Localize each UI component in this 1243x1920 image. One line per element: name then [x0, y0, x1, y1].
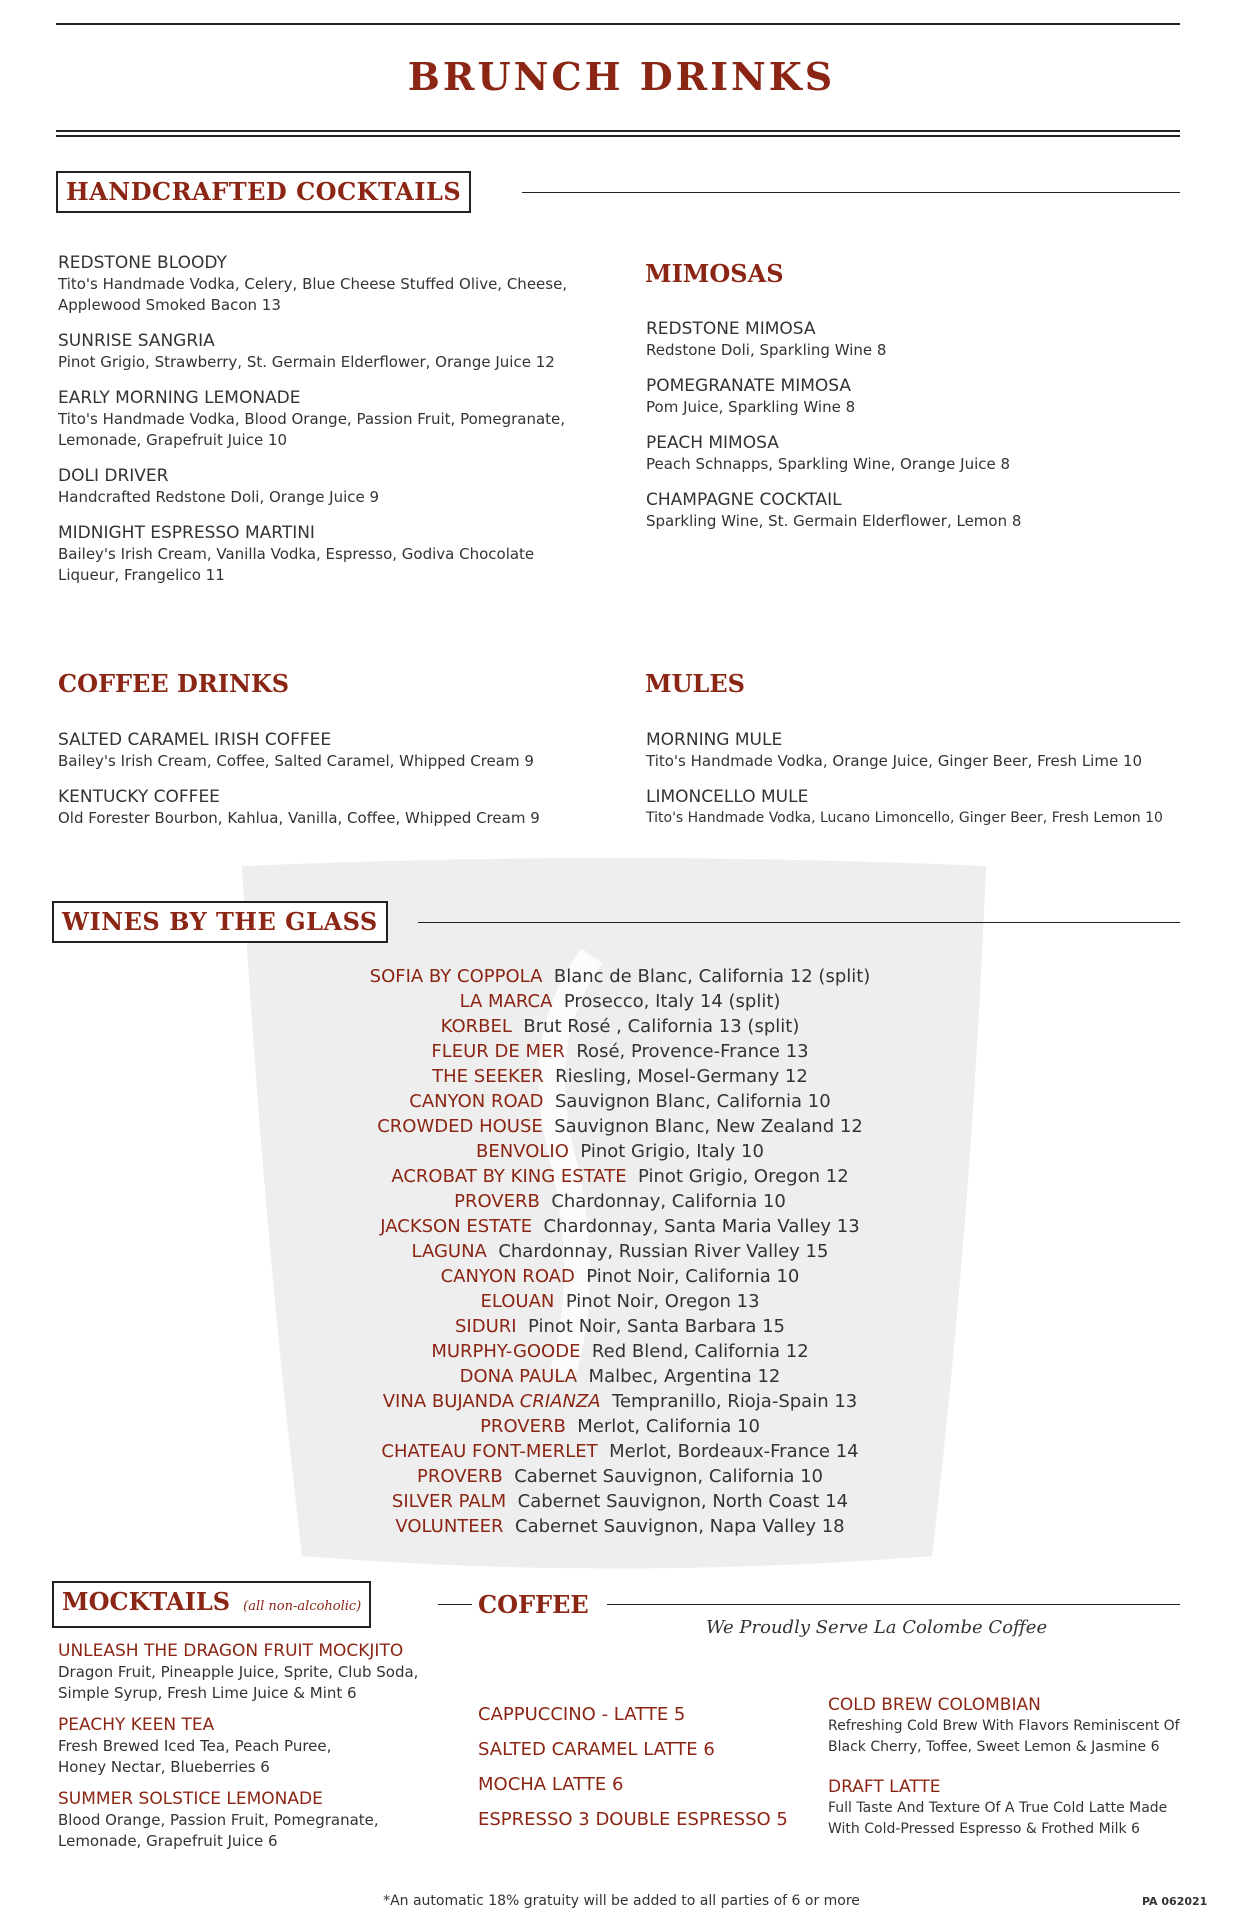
mules-heading: MULES	[645, 669, 745, 698]
coffee-specials	[828, 1694, 1228, 1854]
wines-heading: WINES BY THE GLASS	[52, 901, 388, 943]
page-title: BRUNCH DRINKS	[407, 54, 836, 99]
wine-desc: Pinot Noir, Oregon 13	[565, 1291, 760, 1312]
item-desc: Applewood Smoked Bacon 13	[58, 296, 281, 314]
wine-desc: Merlot, California 10	[577, 1416, 760, 1437]
wine-name: PROVERB	[417, 1466, 503, 1487]
wine-name: ELOUAN	[480, 1291, 555, 1312]
list-item	[58, 1640, 478, 1704]
wine-name: VINA BUJANDA	[382, 1391, 515, 1412]
wine-name: FLEUR DE MER	[431, 1041, 565, 1062]
wine-desc: Malbec, Argentina 12	[588, 1366, 781, 1387]
item-desc: Tito's Handmade Vodka, Celery, Blue Cheese Stuffed Olive, Cheese,	[58, 275, 568, 293]
wine-row	[230, 1414, 1010, 1439]
wine-desc: Blanc de Blanc, California 12 (split)	[553, 966, 871, 987]
item-desc: Simple Syrup, Fresh Lime Juice & Mint 6	[58, 1684, 357, 1702]
wine-name: VOLUNTEER	[395, 1516, 504, 1537]
mocktails-rule	[438, 1604, 472, 1605]
wine-name-italic: CRIANZA	[519, 1391, 601, 1412]
item-desc: With Cold-Pressed Espresso & Frothed Milk 6	[828, 1821, 1140, 1837]
item-name: REDSTONE BLOODY	[58, 253, 227, 273]
item-desc: Lemonade, Grapefruit Juice 10	[58, 431, 288, 449]
item-desc: Tito's Handmade Vodka, Orange Juice, Ginger Beer, Fresh Lime 10	[646, 752, 1143, 770]
coffee-heading: COFFEE	[478, 1590, 589, 1619]
wine-name: LA MARCA	[459, 991, 553, 1012]
coffee-heading-rule	[607, 1604, 1180, 1605]
wine-name: ACROBAT BY KING ESTATE	[391, 1166, 627, 1187]
mocktails-heading: MOCKTAILS	[62, 1587, 231, 1616]
wine-row	[230, 1139, 1010, 1164]
wine-name: CANYON ROAD	[440, 1266, 575, 1287]
cocktails-list	[58, 252, 618, 600]
wine-desc: Chardonnay, Russian River Valley 15	[498, 1241, 829, 1262]
gratuity-note: *An automatic 18% gratuity will be added to all parties of 6 or more	[383, 1893, 860, 1909]
item-desc: Lemonade, Grapefruit Juice 6	[58, 1832, 278, 1850]
wine-name: SOFIA BY COPPOLA	[369, 966, 543, 987]
wine-row	[230, 1339, 1010, 1364]
wine-desc: Pinot Noir, Santa Barbara 15	[528, 1316, 785, 1337]
wine-name: BENVOLIO	[476, 1141, 569, 1162]
list-item	[58, 465, 618, 508]
wine-desc: Sauvignon Blanc, New Zealand 12	[554, 1116, 863, 1137]
wine-row	[230, 1514, 1010, 1539]
wines-heading-rule	[418, 922, 1180, 923]
wine-desc: Pinot Noir, California 10	[586, 1266, 800, 1287]
item-name: CHAMPAGNE COCKTAIL	[646, 490, 842, 510]
item-name: LIMONCELLO MULE	[646, 787, 809, 807]
cocktails-heading-rule	[522, 192, 1180, 193]
wine-row	[230, 1164, 1010, 1189]
wine-name: THE SEEKER	[432, 1066, 544, 1087]
list-item	[646, 729, 1226, 772]
list-item	[58, 330, 618, 373]
title-double-rule-1	[56, 130, 1180, 132]
wine-name: JACKSON ESTATE	[380, 1216, 533, 1237]
item-name: UNLEASH THE DRAGON FRUIT MOCKJITO	[58, 1641, 404, 1661]
wine-desc: Pinot Grigio, Italy 10	[580, 1141, 764, 1162]
title-double-rule-2	[56, 135, 1180, 137]
coffee-list	[478, 1703, 808, 1832]
wine-name: DONA PAULA	[459, 1366, 578, 1387]
top-rule	[56, 23, 1180, 25]
wine-name: KORBEL	[440, 1016, 512, 1037]
wine-name: CROWDED HOUSE	[377, 1116, 543, 1137]
wine-row	[230, 1289, 1010, 1314]
coffee-drinks-heading: COFFEE DRINKS	[58, 669, 290, 698]
item-name: PEACHY KEEN TEA	[58, 1715, 215, 1735]
coffee-item: SALTED CARAMEL LATTE 6	[478, 1739, 715, 1760]
coffee-tagline: We Proudly Serve La Colombe Coffee	[706, 1617, 1048, 1638]
item-desc: Liqueur, Frangelico 11	[58, 566, 225, 584]
wine-row	[230, 1439, 1010, 1464]
wine-row	[230, 1214, 1010, 1239]
wine-desc: Cabernet Sauvignon, California 10	[514, 1466, 823, 1487]
wines-list	[230, 964, 1010, 1539]
wine-name: CANYON ROAD	[409, 1091, 544, 1112]
list-item	[58, 387, 618, 451]
mocktails-heading-box	[52, 1581, 371, 1628]
wine-name: MURPHY-GOODE	[431, 1341, 581, 1362]
item-desc: Handcrafted Redstone Doli, Orange Juice 9	[58, 488, 380, 506]
list-item	[646, 432, 1206, 475]
item-name: REDSTONE MIMOSA	[646, 319, 816, 339]
wine-desc: Brut Rosé , California 13 (split)	[523, 1016, 800, 1037]
wine-row	[230, 1089, 1010, 1114]
list-item	[58, 252, 618, 316]
item-desc: Tito's Handmade Vodka, Blood Orange, Passion Fruit, Pomegranate,	[58, 410, 566, 428]
wine-desc: Prosecco, Italy 14 (split)	[563, 991, 781, 1012]
coffee-item: CAPPUCCINO - LATTE 5	[478, 1704, 686, 1725]
mules-list	[646, 729, 1226, 843]
item-desc: Old Forester Bourbon, Kahlua, Vanilla, Coffee, Whipped Cream 9	[58, 809, 540, 827]
wine-desc: Chardonnay, California 10	[551, 1191, 786, 1212]
wine-row	[230, 1314, 1010, 1339]
wine-name: PROVERB	[454, 1191, 540, 1212]
item-name: DOLI DRIVER	[58, 466, 169, 486]
item-desc: Peach Schnapps, Sparkling Wine, Orange Juice 8	[646, 455, 1011, 473]
item-desc: Pom Juice, Sparkling Wine 8	[646, 398, 856, 416]
wine-desc: Cabernet Sauvignon, Napa Valley 18	[515, 1516, 845, 1537]
mocktails-list	[58, 1640, 478, 1862]
list-item	[646, 489, 1206, 532]
cocktails-heading: HANDCRAFTED COCKTAILS	[56, 171, 471, 213]
mimosas-list	[646, 318, 1206, 546]
wine-desc: Chardonnay, Santa Maria Valley 13	[543, 1216, 860, 1237]
wine-name: SILVER PALM	[391, 1491, 507, 1512]
list-item	[58, 522, 618, 586]
wine-desc: Pinot Grigio, Oregon 12	[638, 1166, 849, 1187]
wine-row	[230, 1489, 1010, 1514]
wine-name: SIDURI	[455, 1316, 517, 1337]
item-desc: Fresh Brewed Iced Tea, Peach Puree,	[58, 1737, 332, 1755]
item-desc: Dragon Fruit, Pineapple Juice, Sprite, Club Soda,	[58, 1663, 419, 1681]
wine-desc: Sauvignon Blanc, California 10	[554, 1091, 831, 1112]
list-item	[646, 375, 1206, 418]
wine-row	[230, 1064, 1010, 1089]
list-item	[828, 1694, 1228, 1758]
item-name: MORNING MULE	[646, 730, 783, 750]
item-desc: Sparkling Wine, St. Germain Elderflower, Lemon 8	[646, 512, 1022, 530]
item-desc: Pinot Grigio, Strawberry, St. Germain Elderflower, Orange Juice 12	[58, 353, 555, 371]
item-name: SUNRISE SANGRIA	[58, 331, 215, 351]
item-desc: Honey Nectar, Blueberries 6	[58, 1758, 270, 1776]
mimosas-heading: MIMOSAS	[645, 259, 784, 288]
menu-code: PA 062021	[1142, 1895, 1208, 1908]
item-desc: Redstone Doli, Sparkling Wine 8	[646, 341, 887, 359]
wine-desc: Red Blend, California 12	[591, 1341, 809, 1362]
wine-row	[230, 1389, 1010, 1414]
coffee-item: ESPRESSO 3 DOUBLE ESPRESSO 5	[478, 1809, 788, 1830]
wine-desc: Cabernet Sauvignon, North Coast 14	[517, 1491, 849, 1512]
list-item	[58, 786, 638, 829]
list-item	[646, 786, 1226, 829]
item-name: SUMMER SOLSTICE LEMONADE	[58, 1789, 323, 1809]
wine-row	[230, 1189, 1010, 1214]
wine-row	[230, 1239, 1010, 1264]
wine-row	[230, 1039, 1010, 1064]
item-desc: Bailey's Irish Cream, Vanilla Vodka, Espresso, Godiva Chocolate	[58, 545, 535, 563]
wine-row	[230, 1114, 1010, 1139]
coffee-drinks-list	[58, 729, 638, 843]
wine-row	[230, 1264, 1010, 1289]
list-item	[646, 318, 1206, 361]
mocktails-note: (all non-alcoholic)	[243, 1599, 362, 1614]
item-desc: Refreshing Cold Brew With Flavors Reminiscent Of	[828, 1718, 1180, 1734]
list-item	[828, 1776, 1228, 1840]
item-desc: Bailey's Irish Cream, Coffee, Salted Caramel, Whipped Cream 9	[58, 752, 534, 770]
item-name: COLD BREW COLOMBIAN	[828, 1695, 1041, 1715]
item-desc: Tito's Handmade Vodka, Lucano Limoncello, Ginger Beer, Fresh Lemon 10	[646, 810, 1163, 826]
wine-row	[230, 1464, 1010, 1489]
coffee-item: MOCHA LATTE 6	[478, 1774, 624, 1795]
wine-row	[230, 989, 1010, 1014]
wine-row	[230, 964, 1010, 989]
item-name: POMEGRANATE MIMOSA	[646, 376, 851, 396]
item-desc: Blood Orange, Passion Fruit, Pomegranate,	[58, 1811, 379, 1829]
item-name: SALTED CARAMEL IRISH COFFEE	[58, 730, 332, 750]
wine-desc: Rosé, Provence-France 13	[576, 1041, 809, 1062]
item-name: KENTUCKY COFFEE	[58, 787, 220, 807]
wine-desc: Merlot, Bordeaux-France 14	[609, 1441, 859, 1462]
item-name: MIDNIGHT ESPRESSO MARTINI	[58, 523, 315, 543]
wine-row	[230, 1014, 1010, 1039]
wine-desc: Tempranillo, Rioja-Spain 13	[612, 1391, 858, 1412]
list-item	[58, 1788, 478, 1852]
wine-name: PROVERB	[480, 1416, 566, 1437]
item-name: DRAFT LATTE	[828, 1777, 941, 1797]
wine-row	[230, 1364, 1010, 1389]
list-item	[58, 1714, 478, 1778]
item-name: PEACH MIMOSA	[646, 433, 779, 453]
item-desc: Black Cherry, Toffee, Sweet Lemon & Jasmine 6	[828, 1739, 1160, 1755]
item-name: EARLY MORNING LEMONADE	[58, 388, 301, 408]
list-item	[58, 729, 638, 772]
wine-name: CHATEAU FONT-MERLET	[381, 1441, 598, 1462]
wine-desc: Riesling, Mosel-Germany 12	[555, 1066, 808, 1087]
wine-name: LAGUNA	[411, 1241, 487, 1262]
item-desc: Full Taste And Texture Of A True Cold Latte Made	[828, 1800, 1168, 1816]
